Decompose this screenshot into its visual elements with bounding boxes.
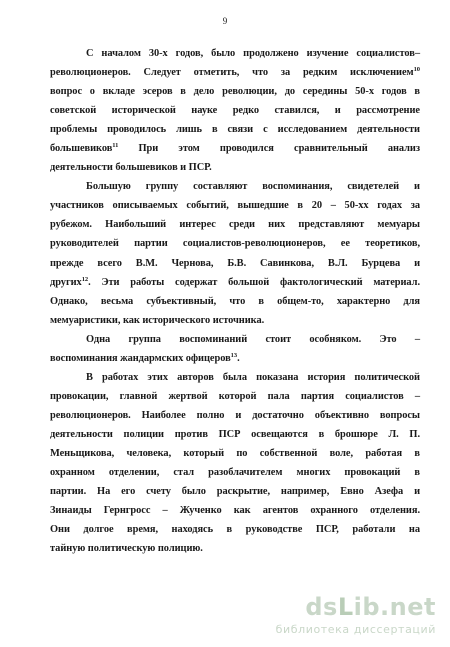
document-body [50,44,420,558]
text-line: партии. На его счету было раскрытие, например, Евно Азефа и [50,486,420,498]
paragraph-4 [50,368,420,558]
page-number: 9 [222,16,228,26]
text-line: революционеров. Следует отметить, что за редким исключением$^{10}$ [50,66,420,79]
watermark [261,593,436,639]
text-line: воспоминания жандармских офицеров$^{13}$. [50,351,240,364]
text-line: участников описываемых событий, вышедшие в 20 – 50-хх годах за [50,200,420,212]
watermark-logo: dsLib.net [305,593,436,621]
text-line: деятельности полиции против ПСР освещаются в брошюре Л. П. [50,428,420,440]
watermark-caption: библиотека диссертаций [275,623,436,636]
text-line: Они долгое время, находясь в руководстве ПСР, работали на [50,524,420,536]
text-line: прежде всего В.М. Чернова, Б.В. Савинкова, В.Л. Бурцева и [50,257,420,269]
text-line: других$^{12}$. Эти работы содержат большой фактологический материал. [50,275,420,288]
footnote-ref: 10 [413,66,420,74]
paragraph-2 [50,177,420,329]
text-line: руководителей партии социалистов-революционеров, ее теоретиков, [50,238,420,250]
text-line: большевиков$^{11}$ При этом проводился сравнительный анализ [50,142,420,155]
text-line: вопрос о вкладе эсеров в дело революции, до середины 50-х годов в [50,86,420,98]
text-line: Большую группу составляют воспоминания, свидетелей и [86,181,420,193]
text-line: Меньщикова, человека, который по собственной воле, работая в [50,447,420,459]
text-line: деятельности большевиков и ПСР. [50,162,212,174]
text-line: рубежом. Наибольший интерес среди них представляют мемуары [50,219,420,231]
footnote-ref: 13 [230,351,238,359]
text-line: провокации, главной жертвой которой пала партия социалистов – [50,390,420,402]
text-line: Зинаиды Гернгросс – Жученко как агентов охранного отделения. [50,505,420,517]
text-line: тайную политическую полицию. [50,543,203,555]
footnote-ref: 12 [81,275,89,283]
text-line: Одна группа воспоминаний стоит особняком. Это – [86,333,420,345]
paragraph-3 [50,330,420,368]
text-line: советской исторической науке редко ставился, и рассмотрение [50,105,420,117]
text-line: С началом 30-х годов, было продолжено изучение социалистов– [86,48,420,59]
text-line: проблемы проводилось лишь в связи с исследованием деятельности [50,124,420,136]
text-line: мемуаристики, как исторического источника. [50,314,265,326]
text-line: революционеров. Наиболее полно и достаточно объективно вопросы [50,409,420,421]
footnote-ref: 11 [112,142,119,150]
text-line: В работах этих авторов была показана история политической [86,371,420,383]
paragraph-1 [50,44,420,177]
text-line: Однако, весьма субъективный, что в общем-то, характерно для [50,295,420,307]
text-line: охранном отделении, стал разоблачителем многих провокаций в [50,467,420,479]
